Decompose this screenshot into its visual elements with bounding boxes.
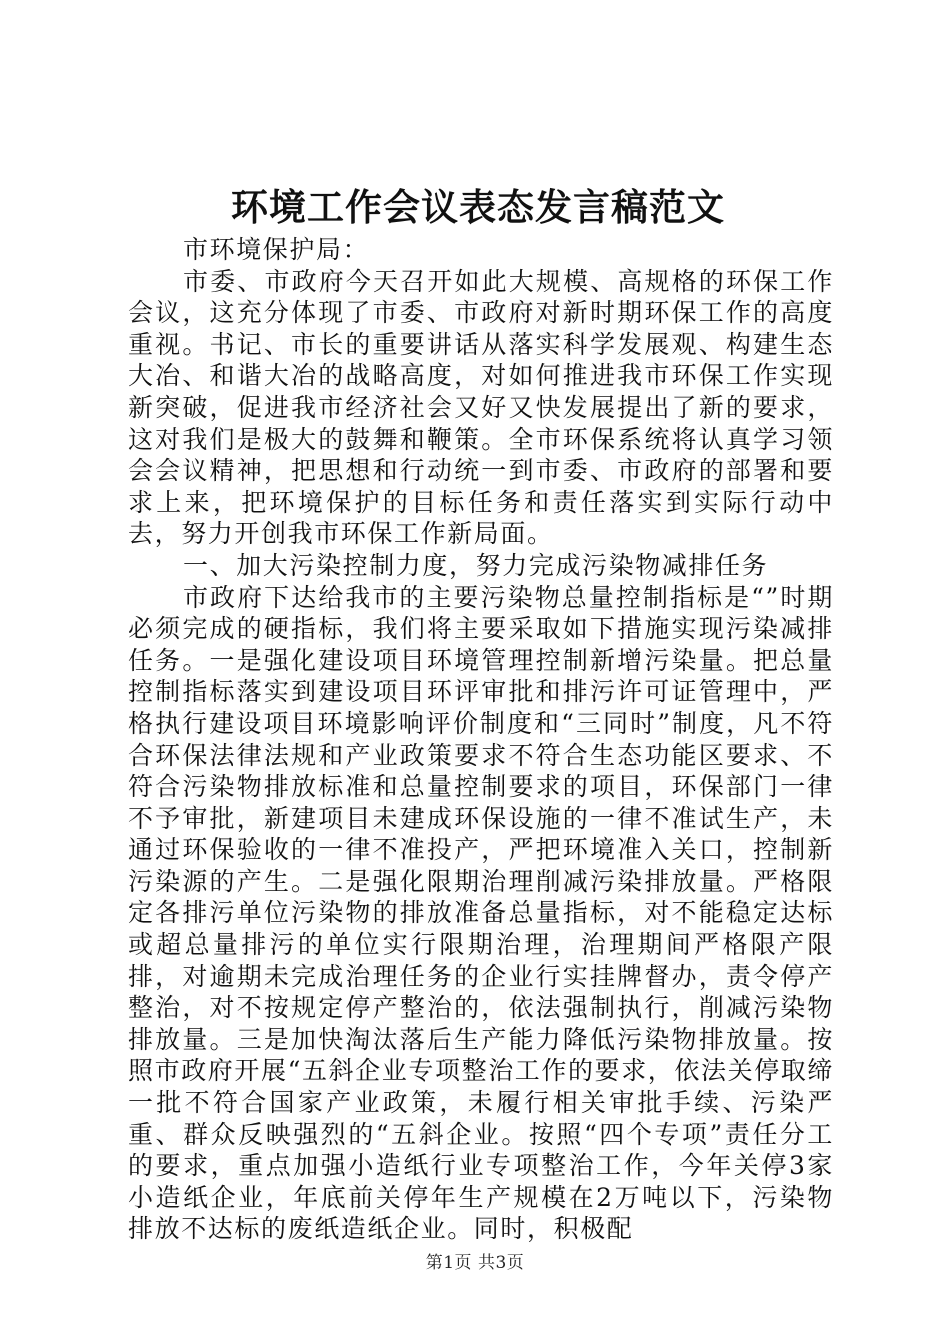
document-body <box>128 234 834 1245</box>
salutation: 市环境保护局： <box>183 235 370 264</box>
section-heading-1: 一、加大污染控制力度，努力完成污染物减排任务 <box>183 550 769 580</box>
document-page <box>128 180 834 1245</box>
paragraph-section-1: 市政府下达给我市的主要污染物总量控制指标是“”时期必须完成的硬指标，我们将主要采取如下措施实现污染减排任务。一是强化建设项目环境管理控制新增污染量。把总量控制指标落实到建设项目环评审批和排污许可证管理中，严格执行建设项目环境影响评价制度和“三同时”制度，凡不符合环保法律法规和产业政策要求不符合生态功能区要求、不符合污染物排放标准和总量控制要求的项目，环保部门一律不予审批，新建项目未建成环保设施的一律不准试生产，未通过环保验收的一律不准投产，严把环境准入关口，控制新污染源的产生。二是强化限期治理削减污染排放量。严格限定各排污单位污染物的排放准备总量指标，对不能稳定达标或超总量排污的单位实行限期治理，治理期间严格限产限排，对逾期未完成治理任务的企业行实挂牌督办，责令停产整治，对不按规定停产整治的，依法强制执行，削减污染物排放量。三是加快淘汰落后生产能力降低污染物排放量。按照市政府开展“五斜企业专项整治工作的要求，依法关停取缔一批不符合国家产业政策，未履行相关审批手续、污染严重、群众反映强烈的“五斜企业。按照“四个专项”责任分工的要求，重点加强小造纸行业专项整治工作，今年关停3家小造纸企业，年底前关停年生产规模在2万吨以下，污染物排放不达标的废纸造纸企业。同时，积极配 <box>128 582 834 1244</box>
page-footer: 第1页 共3页 <box>425 1253 525 1273</box>
document-title: 环境工作会议表态发言稿范文 <box>231 185 725 229</box>
paragraph-intro: 市委、市政府今天召开如此大规模、高规格的环保工作会议，这充分体现了市委、市政府对新时期环保工作的高度重视。书记、市长的重要讲话从落实科学发展观、构建生态大冶、和谐大冶的战略高度，对如何推进我市环保工作实现新突破，促进我市经济社会又好又快发展提出了新的要求，这对我们是极大的鼓舞和鞭策。全市环保系统将认真学习领会会议精神，把思想和行动统一到市委、市政府的部署和要求上来，把环境保护的目标任务和责任落实到实际行动中去，努力开创我市环保工作新局面。 <box>128 266 834 549</box>
